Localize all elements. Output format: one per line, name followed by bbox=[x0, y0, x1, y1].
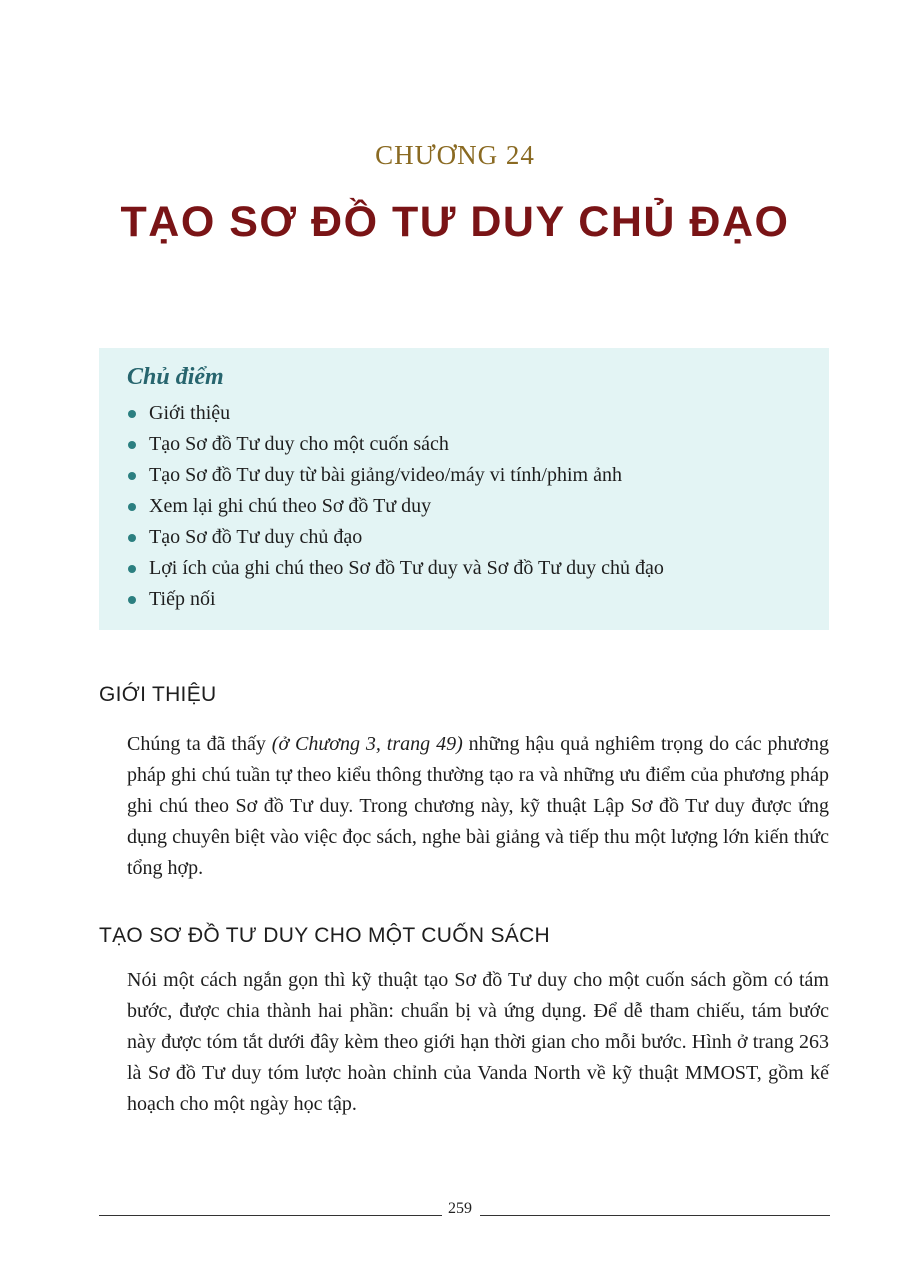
topic-item bbox=[127, 491, 829, 522]
bullet-icon bbox=[128, 596, 136, 604]
bullet-icon bbox=[128, 565, 136, 573]
topic-item bbox=[127, 398, 829, 429]
footer-rule-left bbox=[99, 1215, 442, 1216]
topic-label: Xem lại ghi chú theo Sơ đồ Tư duy bbox=[149, 495, 432, 517]
bullet-icon bbox=[128, 503, 136, 511]
intro-text-end: những hậu quả nghiêm trọng do các phương pháp ghi chú tuần tự theo kiểu thông thường tạo ra và những ưu điểm của phương pháp ghi chú theo Sơ đồ Tư duy. Trong chương này, kỹ thuật Lập Sơ đồ Tư duy được ứng dụng chuyên biệt vào việc đọc sách, nghe bài giảng và tiếp thu một lượng lớn kiến thức tổng hợp. bbox=[127, 733, 829, 879]
topic-label: Tạo Sơ đồ Tư duy chủ đạo bbox=[149, 526, 363, 548]
section-heading-book: TẠO SƠ ĐỒ TƯ DUY CHO MỘT CUỐN SÁCH bbox=[99, 924, 551, 947]
topic-label: Tạo Sơ đồ Tư duy từ bài giảng/video/máy vi tính/phim ảnh bbox=[149, 464, 622, 486]
section-heading-intro: GIỚI THIỆU bbox=[99, 683, 217, 706]
bullet-icon bbox=[128, 534, 136, 542]
topic-item bbox=[127, 584, 829, 615]
topic-item bbox=[127, 553, 829, 584]
topic-item bbox=[127, 460, 829, 491]
footer-rule-right bbox=[480, 1215, 830, 1216]
page-number: 259 bbox=[448, 1200, 472, 1217]
topic-item bbox=[127, 429, 829, 460]
book-paragraph: Nói một cách ngắn gọn thì kỹ thuật tạo Sơ đồ Tư duy cho một cuốn sách gồm có tám bước, được chia thành hai phần: chuẩn bị và ứng dụng. Để dễ tham chiếu, tám bước này được tóm tắt dưới đây kèm theo giới hạn thời gian cho mỗi bước. Hình ở trang 263 là Sơ đồ Tư duy tóm lược hoàn chỉnh của Vanda North về kỹ thuật MMOST, gồm kế hoạch cho một ngày học tập. bbox=[127, 969, 829, 1115]
topic-label: Tiếp nối bbox=[149, 588, 216, 610]
bullet-icon bbox=[128, 472, 136, 480]
intro-paragraph bbox=[127, 729, 829, 884]
bullet-icon bbox=[128, 410, 136, 418]
chapter-reference: (ở Chương 3, trang 49) bbox=[271, 733, 463, 755]
topics-list bbox=[127, 398, 829, 615]
chapter-number: CHƯƠNG 24 bbox=[375, 140, 535, 170]
topics-heading: Chủ điểm bbox=[127, 364, 224, 390]
topic-label: Tạo Sơ đồ Tư duy cho một cuốn sách bbox=[149, 433, 449, 455]
topic-label: Giới thiệu bbox=[149, 402, 231, 424]
intro-text-start: Chúng ta đã thấy bbox=[127, 733, 272, 755]
bullet-icon bbox=[128, 441, 136, 449]
topics-box bbox=[99, 348, 829, 630]
topic-label: Lợi ích của ghi chú theo Sơ đồ Tư duy và Sơ đồ Tư duy chủ đạo bbox=[149, 557, 664, 579]
chapter-title: TẠO SƠ ĐỒ TƯ DUY CHỦ ĐẠO bbox=[120, 198, 790, 246]
topic-item bbox=[127, 522, 829, 553]
